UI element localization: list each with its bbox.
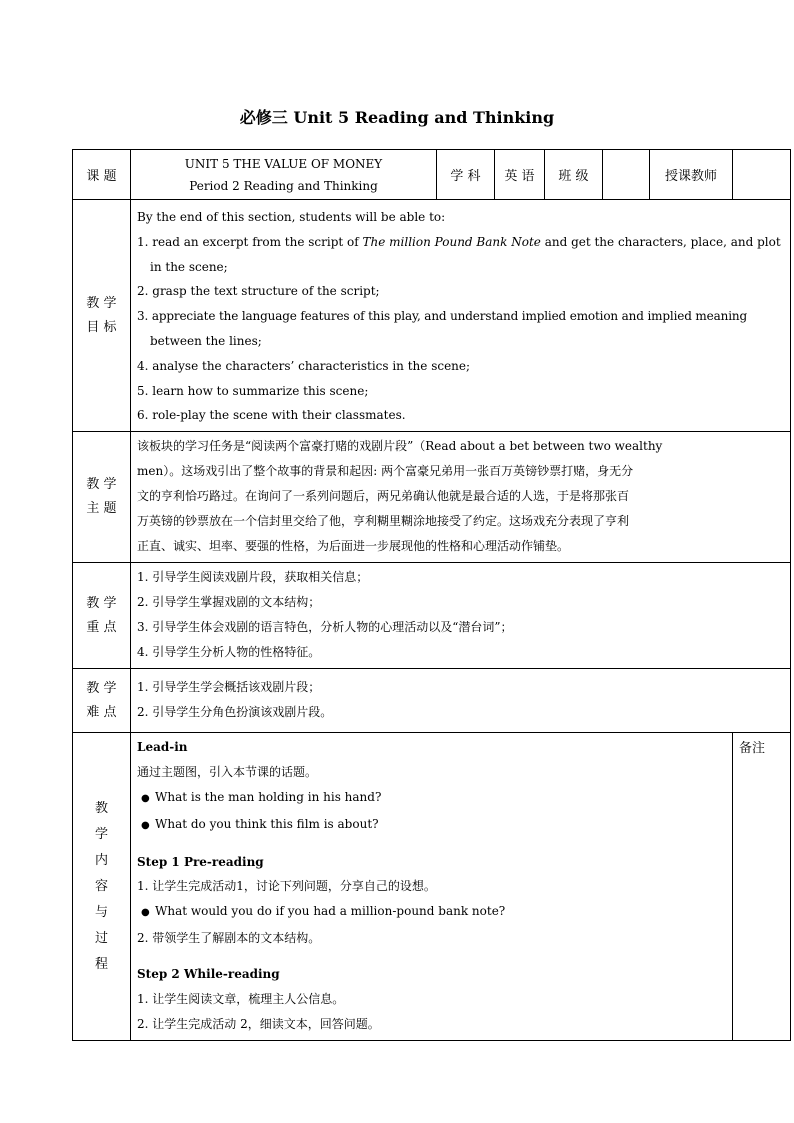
step1-item: 1. 让学生完成活动1，讨论下列问题，分享自己的设想。	[137, 879, 436, 894]
theme-line: 万英镑的钞票放在一个信封里交给了他，亨利糊里糊涂地接受了约定。这场戏充分表现了亨利	[137, 514, 630, 529]
step2-title: Step 2 While-reading	[137, 967, 280, 982]
leadin-text: 通过主题图，引入本节课的话题。	[137, 764, 318, 779]
objectives-label: 教 学 目 标	[73, 200, 131, 432]
theme-row	[73, 432, 791, 563]
key-points-row	[73, 563, 791, 669]
difficulties-content	[131, 669, 791, 733]
theme-content	[131, 432, 791, 563]
difficulties-label: 教 学 难 点	[73, 669, 131, 733]
class-label: 班 级	[545, 150, 603, 200]
difficulty-item: 2. 引导学生分角色扮演该戏剧片段。	[137, 705, 333, 720]
topic-line-1: UNIT 5 THE VALUE OF MONEY	[184, 156, 383, 171]
objective-item: 1. read an excerpt from the script of The million Pound Bank Note and get the characters, place, and plot	[137, 234, 781, 249]
theme-label: 教 学 主 题	[73, 432, 131, 563]
step1-item: 2. 带领学生了解剧本的文本结构。	[137, 931, 321, 946]
book-title: The million Pound Bank Note	[362, 234, 541, 249]
objectives-row	[73, 200, 791, 432]
key-point-item: 4. 引导学生分析人物的性格特征。	[137, 645, 321, 660]
objective-item: 6. role-play the scene with their classmates.	[137, 408, 406, 423]
page-title: 必修三 Unit 5 Reading and Thinking	[239, 108, 555, 127]
key-point-item: 3. 引导学生体会戏剧的语言特色，分析人物的心理活动以及“潜台词”；	[137, 620, 513, 635]
key-point-item: 1. 引导学生阅读戏剧片段，获取相关信息；	[137, 570, 369, 585]
key-points-label: 教 学 重 点	[73, 563, 131, 669]
step2-item: 2. 让学生完成活动 2，细读文本，回答问题。	[137, 1016, 380, 1031]
notes-column: 备注	[733, 733, 791, 1041]
subject-value: 英 语	[495, 150, 545, 200]
difficulty-item: 1. 引导学生学会概括该戏剧片段；	[137, 680, 321, 695]
theme-line: 正直、诚实、坦率、要强的性格，为后面进一步展现他的性格和心理活动作铺垫。	[137, 539, 570, 554]
subject-label: 学 科	[437, 150, 495, 200]
difficulties-row	[73, 669, 791, 733]
process-content	[131, 733, 733, 1041]
leadin-question: ● What do you think this film is about?	[137, 812, 726, 839]
theme-line: men）。这场戏引出了整个故事的背景和起因: 两个富豪兄弟用一张百万英镑钞票打赌，身无分	[137, 464, 634, 479]
step1-question: ● What would you do if you had a million-pound bank note?	[137, 899, 726, 926]
objectives-content	[131, 200, 791, 432]
teacher-label: 授课教师	[650, 150, 733, 200]
step2-item: 1. 让学生阅读文章，梳理主人公信息。	[137, 991, 345, 1006]
leadin-title: Lead-in	[137, 740, 188, 755]
objective-item: 3. appreciate the language features of this play, and understand implied emotion and implied meaning	[137, 309, 747, 324]
topic-label: 课 题	[73, 150, 131, 200]
class-value	[603, 150, 650, 200]
step1-title: Step 1 Pre-reading	[137, 854, 264, 869]
key-point-item: 2. 引导学生掌握戏剧的文本结构；	[137, 595, 321, 610]
process-row	[73, 733, 791, 1041]
objective-item: 2. grasp the text structure of the script;	[137, 284, 380, 299]
leadin-question: ● What is the man holding in his hand?	[137, 785, 726, 812]
objective-item-cont: between the lines;	[150, 333, 262, 348]
objective-item: 5. learn how to summarize this scene;	[137, 383, 369, 398]
topic-line-2: Period 2 Reading and Thinking	[189, 178, 378, 193]
topic-value	[131, 150, 437, 200]
objective-item: 4. analyse the characters’ characteristics in the scene;	[137, 358, 471, 373]
objectives-intro: By the end of this section, students will be able to:	[137, 210, 446, 224]
key-points-content	[131, 563, 791, 669]
theme-line: 该板块的学习任务是“阅读两个富豪打赌的戏剧片段”（Read about a bet between two wealthy	[137, 439, 663, 454]
objective-item-cont: in the scene;	[150, 259, 228, 274]
teacher-value	[733, 150, 791, 200]
theme-line: 文的亨利恰巧路过。在询问了一系列问题后，两兄弟确认他就是最合适的人选，于是将那张百	[137, 489, 630, 504]
lesson-plan-table	[72, 149, 791, 1041]
header-row	[73, 150, 791, 200]
process-label: 教 学 内 容 与 过 程	[73, 733, 131, 1041]
